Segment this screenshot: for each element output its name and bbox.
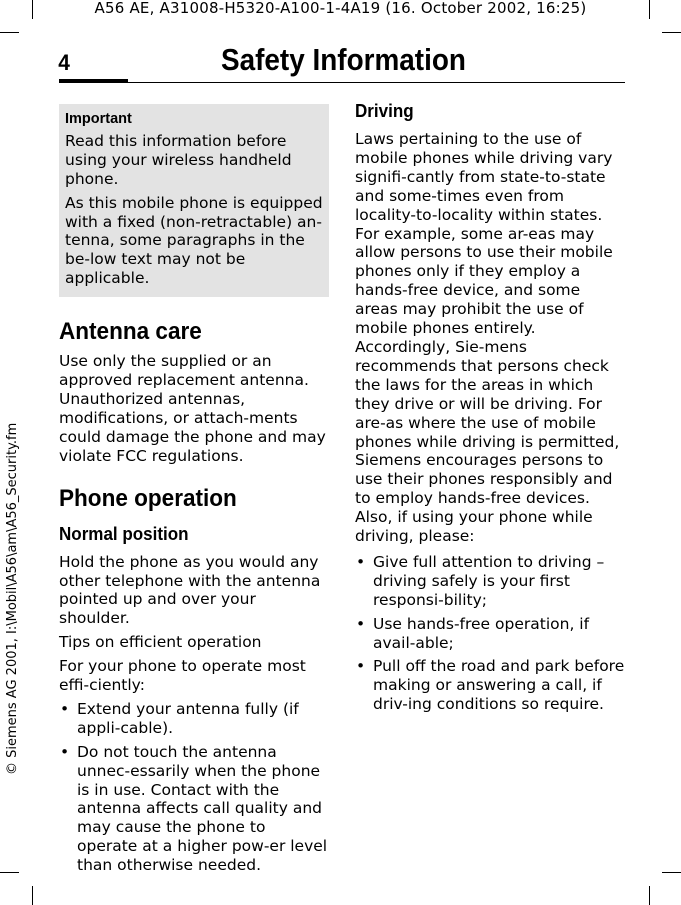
left-column bbox=[59, 100, 329, 880]
efficient-operation-intro: For your phone to operate most effi-ciently: bbox=[59, 657, 306, 695]
page-title: Safety Information bbox=[221, 42, 466, 77]
antenna-care-text: Use only the supplied or an approved replacement antenna. Unauthorized antennas, modifications, or attach-ments could damage the phone and may violate FCC regulations. bbox=[59, 352, 326, 465]
normal-position-heading: Normal position bbox=[59, 522, 189, 544]
list-item-text: Extend your antenna fully (if appli-cable). bbox=[77, 699, 299, 737]
driving-text: Laws pertaining to the use of mobile phones while driving vary signifi-cantly from state-to-state and some-times even from locality-to-locality within states. For example, some ar-eas may allow persons to use their mobile phones only if they employ a hands-free device, and some areas may prohibit the use of mobile phones entirely. Accordingly, Sie-mens recommends that persons check the laws for the areas in which they drive or will be driving. For are-as where the use of mobile phones while driving is permitted, Siemens encourages persons to use their phones responsibly and to employ hands-free devices. Also, if using your phone while driving, please: bbox=[355, 130, 620, 546]
driving-heading: Driving bbox=[355, 100, 414, 121]
important-paragraph: Read this information before using your wireless handheld phone. bbox=[65, 131, 292, 188]
list-item bbox=[59, 743, 329, 875]
copyright-side-text: © Siemens AG 2001, I:\Mobil\A56\am\A56_Security.fm bbox=[5, 422, 20, 775]
list-item bbox=[355, 657, 625, 714]
phone-operation-heading: Phone operation bbox=[59, 484, 237, 512]
page-number: 4 bbox=[58, 50, 70, 75]
important-title: Important bbox=[65, 111, 132, 127]
bullet-icon: • bbox=[356, 657, 366, 676]
header-rule bbox=[59, 82, 625, 83]
bullet-icon: • bbox=[60, 699, 70, 718]
bullet-icon: • bbox=[356, 552, 366, 571]
crop-mark bbox=[32, 886, 33, 905]
operation-tips-list bbox=[59, 700, 329, 875]
list-item-text: Pull off the road and park before making or answering a call, if driv-ing conditions so require. bbox=[373, 657, 625, 714]
bullet-icon: • bbox=[60, 742, 70, 761]
antenna-care-heading: Antenna care bbox=[59, 318, 202, 346]
bullet-icon: • bbox=[356, 614, 366, 633]
driving-tips-list bbox=[355, 553, 625, 714]
list-item bbox=[355, 615, 625, 653]
document-header-line: A56 AE, A31008-H5320-A100-1-4A19 (16. October 2002, 16:25) bbox=[94, 0, 587, 17]
list-item-text: Give full attention to driving – driving safely is your first responsi-bility; bbox=[373, 552, 605, 609]
important-box bbox=[59, 104, 329, 297]
normal-position-text: Hold the phone as you would any other telephone with the antenna pointed up and over your shoulder. bbox=[59, 552, 321, 628]
crop-mark bbox=[649, 886, 650, 905]
crop-mark bbox=[662, 872, 681, 873]
crop-mark bbox=[662, 32, 681, 33]
list-item bbox=[59, 700, 329, 738]
important-paragraph: As this mobile phone is equipped with a fixed (non-retractable) an-tenna, some paragraphs in the be-low text may not be applicable. bbox=[65, 193, 323, 288]
crop-mark bbox=[0, 872, 19, 873]
list-item bbox=[355, 553, 625, 610]
list-item-text: Use hands-free operation, if avail-able; bbox=[373, 614, 590, 652]
crop-mark bbox=[0, 32, 19, 33]
list-item-text: Do not touch the antenna unnec-essarily when the phone is in use. Contact with the antenna affects call quality and may cause the phone to operate at a higher pow-er level than otherwise needed. bbox=[77, 742, 328, 875]
efficient-operation-label: Tips on efficient operation bbox=[59, 633, 262, 652]
right-column bbox=[355, 100, 625, 719]
